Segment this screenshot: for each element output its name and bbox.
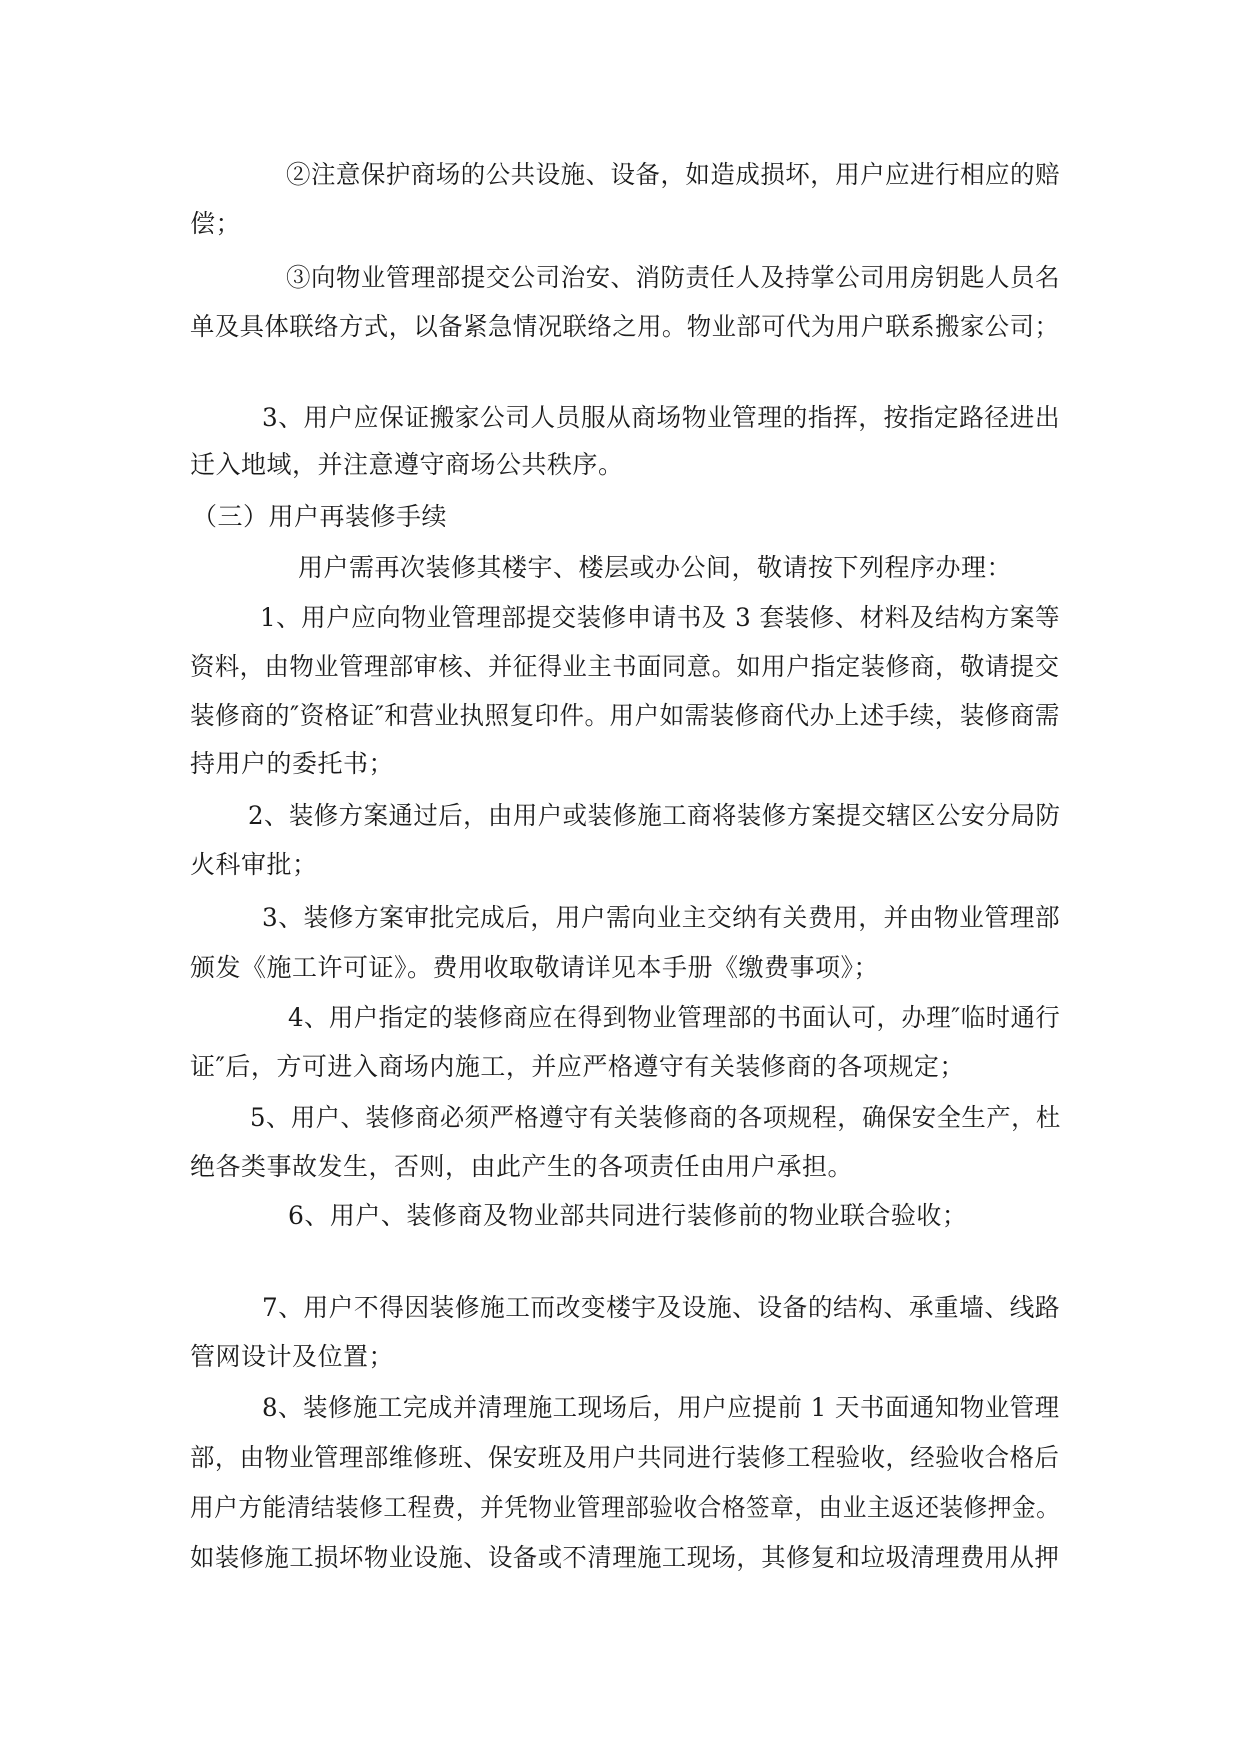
- text-line: 3、用户应保证搬家公司人员服从商场物业管理的指挥，按指定路径进出: [262, 403, 1061, 432]
- text-line: 1、用户应向物业管理部提交装修申请书及 3 套装修、材料及结构方案等: [260, 603, 1061, 632]
- text-line: 5、用户、装修商必须严格遵守有关装修商的各项规程，确保安全生产，杜: [250, 1103, 1061, 1132]
- text-line: 6、用户、装修商及物业部共同进行装修前的物业联合验收；: [288, 1201, 968, 1230]
- text-line: 偿；: [190, 209, 242, 238]
- text-line: 绝各类事故发生，否则，由此产生的各项责任由用户承担。: [190, 1152, 854, 1181]
- text-line: 3、装修方案审批完成后，用户需向业主交纳有关费用，并由物业管理部: [262, 903, 1061, 932]
- text-line: 迁入地域，并注意遵守商场公共秩序。: [190, 450, 624, 479]
- text-line: 8、装修施工完成并清理施工现场后，用户应提前 1 天书面通知物业管理: [262, 1393, 1060, 1422]
- text-line: 持用户的委托书；: [190, 749, 395, 778]
- text-line: ③向物业管理部提交公司治安、消防责任人及持掌公司用房钥匙人员名: [286, 263, 1060, 292]
- text-line: 用户方能清结装修工程费，并凭物业管理部验收合格签章，由业主返还装修押金。: [190, 1493, 1061, 1522]
- text-line: 用户需再次装修其楼宇、楼层或办公间，敬请按下列程序办理：: [298, 553, 1013, 582]
- text-line: 颁发《施工许可证》。费用收取敬请详见本手册《缴费事项》；: [190, 953, 880, 982]
- text-line: 2、装修方案通过后，由用户或装修施工商将装修方案提交辖区公安分局防: [248, 801, 1061, 830]
- text-line: ②注意保护商场的公共设施、设备，如造成损坏，用户应进行相应的赔: [286, 160, 1060, 189]
- text-line: 4、用户指定的装修商应在得到物业管理部的书面认可，办理″临时通行: [288, 1003, 1061, 1032]
- text-line: 管网设计及位置；: [190, 1342, 395, 1371]
- text-line: 7、用户不得因装修施工而改变楼宇及设施、设备的结构、承重墙、线路: [262, 1293, 1061, 1322]
- text-line: 部，由物业管理部维修班、保安班及用户共同进行装修工程验收，经验收合格后: [190, 1443, 1060, 1472]
- text-line: 资料，由物业管理部审核、并征得业主书面同意。如用户指定装修商，敬请提交: [190, 652, 1060, 681]
- text-line: 单及具体联络方式，以备紧急情况联络之用。物业部可代为用户联系搬家公司；: [190, 312, 1060, 341]
- text-line: 如装修施工损坏物业设施、设备或不清理施工现场，其修复和垃圾清理费用从押: [190, 1543, 1060, 1572]
- text-line: 证″后，方可进入商场内施工，并应严格遵守有关装修商的各项规定；: [190, 1052, 965, 1081]
- text-line: 装修商的″资格证″和营业执照复印件。用户如需装修商代办上述手续，装修商需: [190, 701, 1060, 730]
- text-line: 火科审批；: [190, 850, 318, 879]
- section-heading: （三）用户再装修手续: [192, 502, 448, 531]
